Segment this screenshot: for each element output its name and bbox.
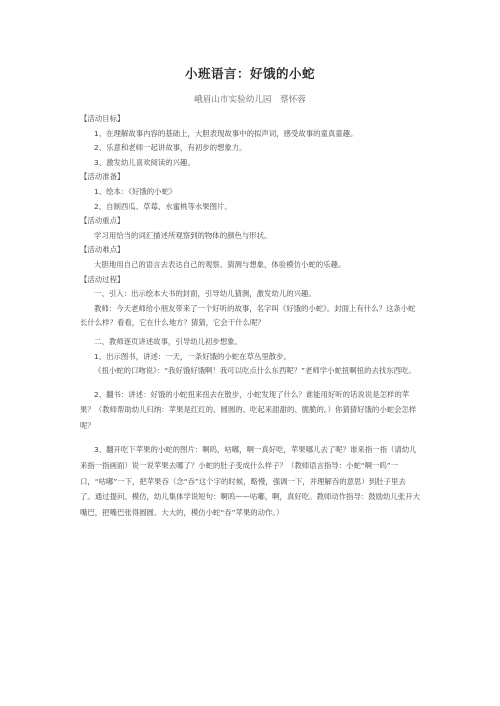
process-step: 二、教师逐页讲述故事，引导幼儿初步想象。 (94, 336, 242, 346)
document-body (80, 112, 420, 521)
process-step: 一、引入：出示绘本大书的封面，引导幼儿猜测，激发幼儿的兴趣。 (94, 289, 316, 299)
section-heading-process: 【活动过程】 (80, 274, 125, 284)
process-paragraph: 1、出示图书，讲述：一天，一条好饿的小蛇在草丛里散步。 (94, 351, 291, 361)
goal-item: 2、乐意和老师一起讲故事，有初步的想象力。 (94, 143, 247, 153)
author-line: 峨眉山市实验幼儿园 蔡怀蓉 (194, 95, 306, 105)
section-heading-goals: 【活动目标】 (80, 114, 125, 123)
goal-item: 1、在理解故事内容的基础上，大胆表现故事中的拟声词，感受故事的童真童趣。 (94, 128, 358, 138)
section-heading-preparation: 【活动准备】 (80, 172, 125, 182)
process-paragraph: 教师：今天老师给小朋友带来了一个好听的故事，名字叫《好饿的小蛇》。封面上有什么？这条小蛇长什么样？看看，它在什么地方？猜猜，它会干什么呢？ (80, 303, 416, 328)
section-heading-key-points: 【活动重点】 (80, 216, 125, 226)
section-heading-difficulties: 【活动难点】 (80, 245, 125, 255)
document-title: 小班语言：好饿的小蛇 (184, 66, 315, 81)
difficulty-text: 大胆地用自己的语言去表达自己的观察、猜测与想象，体验模仿小蛇的乐趣。 (94, 259, 346, 269)
goal-item: 3、激发幼儿喜欢阅读的兴趣。 (94, 157, 195, 167)
prep-item: 1、绘本：《好饿的小蛇》 (94, 186, 177, 196)
prep-item: 2、自制西瓜、草莓、水蜜桃等水果图片。 (94, 201, 232, 211)
process-paragraph: 《扭小蛇的口吻说》：“我好饿好饿啊！我可以吃点什么东西呢？”老师学小蛇扭啊扭的去找东西吃。 (94, 366, 416, 376)
process-paragraph: 3、翻开吃下苹果的小蛇的图片：啊呜，咕嘟，啊一真好吃，苹果哪儿去了呢？谁来指一指（请幼儿来指一指画面）说一说苹果去哪了？小蛇的肚子变成什么样子？（教师语言指导：小蛇“啊一呜”一口，“咕嘟”一下，把苹果吞（念“吞”这个字的时候，略慢，强调一下，并理解吞的意思）到肚子里去了。通过提问、模仿，幼儿集体学说短句：啊呜——咕嘟，啊，真好吃。教师动作指导：鼓励幼儿张开大嘴巴，把嘴巴张得圆圆、大大的，模仿小蛇“吞”苹果的动作。） (80, 445, 420, 518)
key-point-text: 学习用恰当的词汇描述所观察到的物体的颜色与形状。 (94, 230, 272, 240)
process-paragraph: 2、翻书：讲述：好饿的小蛇扭来扭去在散步，小蛇发现了什么？谁能用好听的话说说是怎样的苹果？（教师帮助幼儿归纳：苹果是红红的、圆圆的、吃起来甜甜的、脆脆的。）你猜猜好饿的小蛇会怎样呢？ (80, 389, 417, 431)
